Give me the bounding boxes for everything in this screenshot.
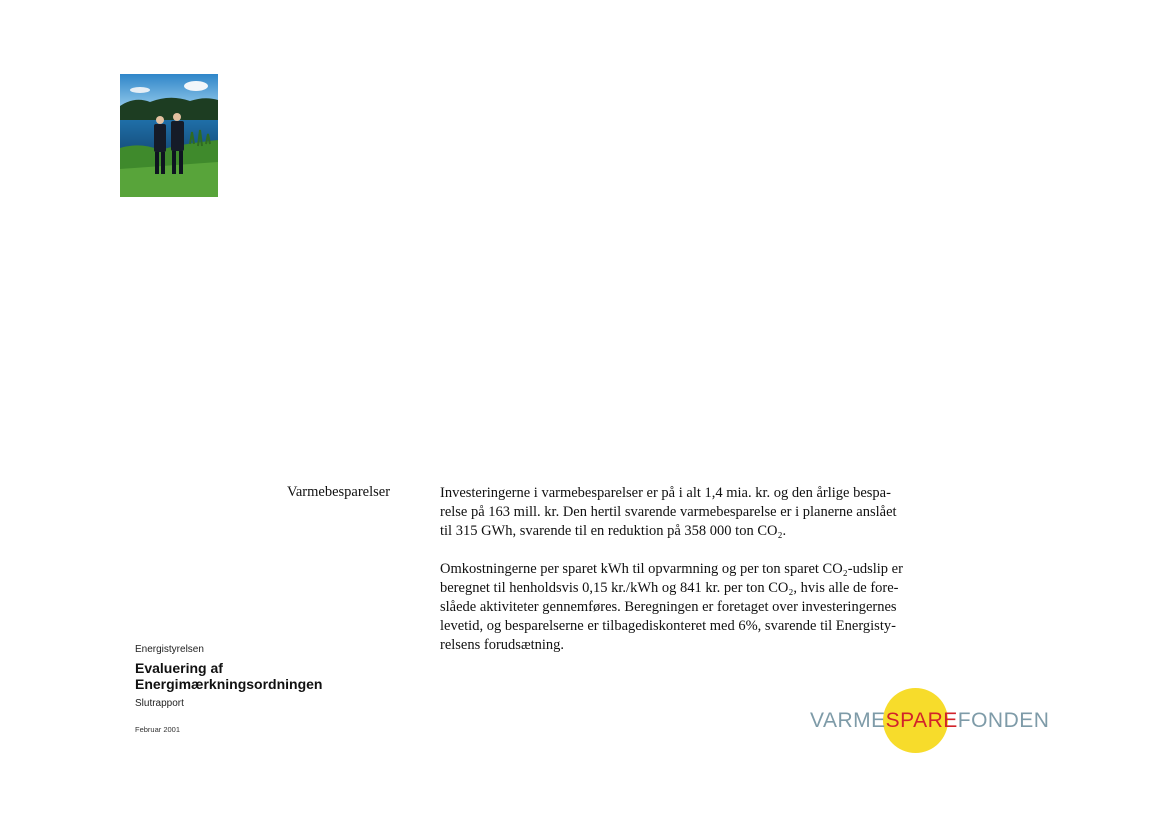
cover-photo (120, 74, 218, 197)
varmesparefonden-logo (808, 688, 1048, 756)
report-date: Februar 2001 (135, 725, 181, 734)
paragraph-line: Omkostningerne per sparet kWh til opvarmning og per ton sparet CO₂-udslip er (440, 561, 903, 577)
report-title-line-1: Evaluering af (135, 660, 223, 676)
paragraph-line: levetid, og besparelserne er tilbagediskonteret med 6%, svarende til Energisty- (440, 618, 896, 634)
report-title-line-2: Energimærkningsordningen (135, 676, 323, 692)
report-title (135, 660, 322, 692)
paragraph-line: Investeringerne i varmebesparelser er på i alt 1,4 mia. kr. og den årlige bespa- (440, 485, 891, 501)
logo-word-spare: SPARE (885, 709, 958, 732)
report-subtitle: Slutrapport (135, 698, 184, 709)
section-label: Varmebesparelser (287, 484, 391, 500)
paragraph-line: relsens forudsætning. (440, 637, 565, 653)
logo-word-varme: VARME (810, 709, 886, 732)
logo-text (810, 709, 1049, 733)
organization-name: Energistyrelsen (135, 644, 204, 655)
paragraph-1 (440, 484, 940, 541)
body-text (440, 484, 940, 674)
paragraph-line: til 315 GWh, svarende til en reduktion på 358 000 ton CO₂. (440, 523, 787, 539)
paragraph-line: slåede aktiviteter gennemføres. Beregningen er foretaget over investeringernes (440, 599, 897, 615)
paragraph-2 (440, 560, 940, 655)
paragraph-line: beregnet til henholdsvis 0,15 kr./kWh og 841 kr. per ton CO₂, hvis alle de fore- (440, 580, 899, 596)
logo-word-fonden: FONDEN (957, 709, 1050, 732)
paragraph-line: relse på 163 mill. kr. Den hertil svarende varmebesparelse er i planerne anslået (440, 504, 897, 520)
